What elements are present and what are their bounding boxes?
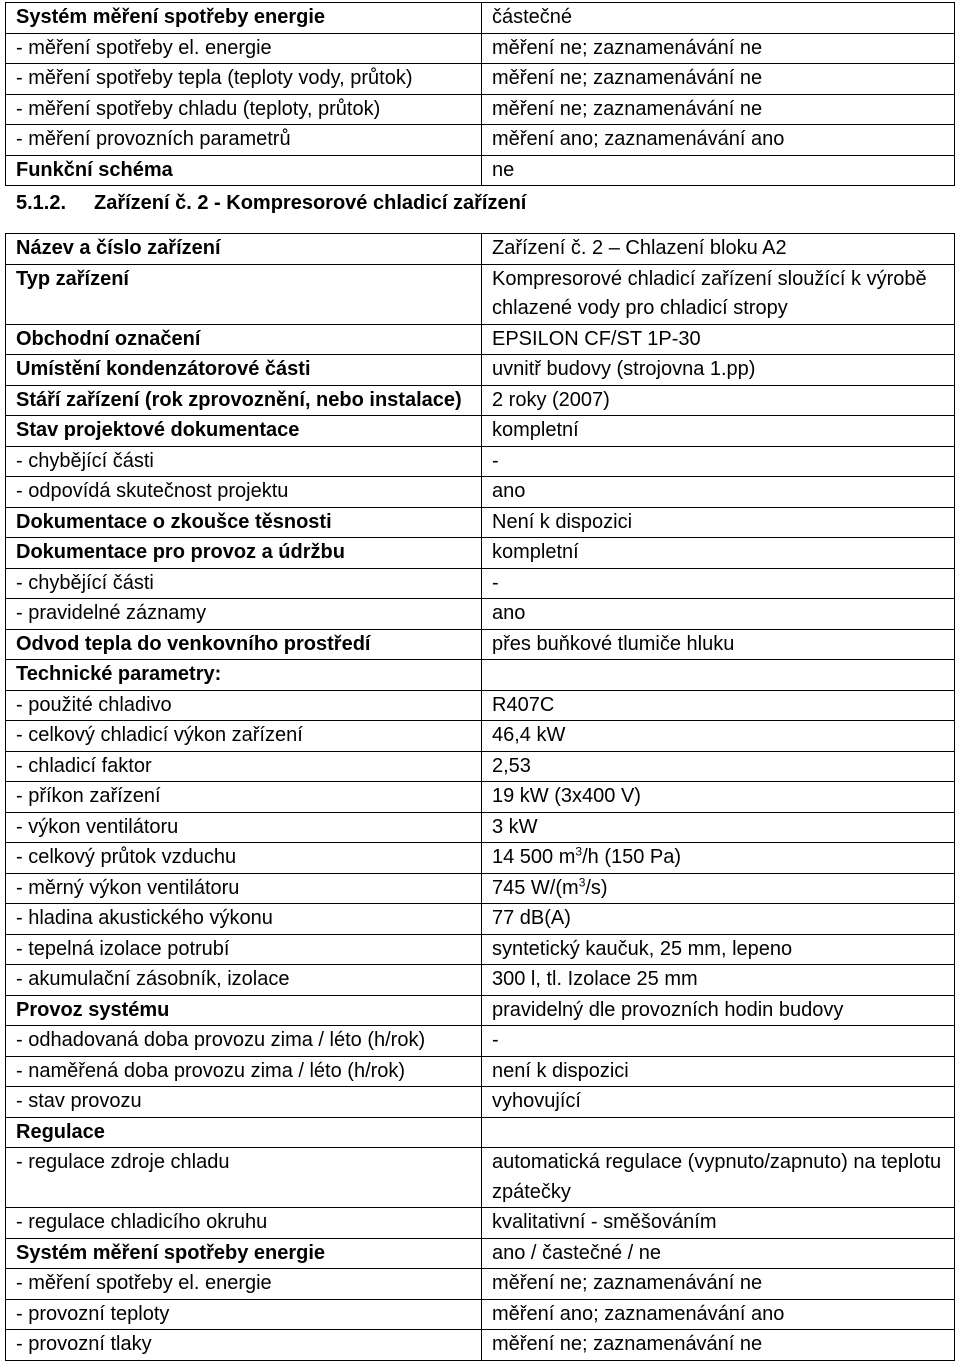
row-value: měření ne; zaznamenávání ne — [482, 1330, 955, 1361]
row-value: měření ano; zaznamenávání ano — [482, 125, 955, 156]
row-label: - provozní tlaky — [6, 1330, 482, 1361]
row-label: - chybějící části — [6, 568, 482, 599]
table-row — [6, 446, 955, 477]
row-label: Obchodní označení — [6, 324, 482, 355]
table-row — [6, 1238, 955, 1269]
row-value: částečné — [482, 3, 955, 34]
table-row — [6, 355, 955, 386]
row-value: 300 l, tl. Izolace 25 mm — [482, 965, 955, 996]
table-row — [6, 721, 955, 752]
table-row — [6, 782, 955, 813]
table-row — [6, 385, 955, 416]
row-label: - celkový průtok vzduchu — [6, 843, 482, 874]
row-value — [482, 660, 955, 691]
row-value: Zařízení č. 2 – Chlazení bloku A2 — [482, 234, 955, 265]
row-value: není k dispozici — [482, 1056, 955, 1087]
row-value — [482, 873, 955, 904]
table-row — [6, 33, 955, 64]
row-value: Není k dispozici — [482, 507, 955, 538]
table-row — [6, 873, 955, 904]
row-value: měření ne; zaznamenávání ne — [482, 1269, 955, 1300]
row-label: - odhadovaná doba provozu zima / léto (h/rok) — [6, 1026, 482, 1057]
row-label: Typ zařízení — [6, 264, 482, 324]
table-row — [6, 1148, 955, 1208]
table-row — [6, 751, 955, 782]
table-row — [6, 965, 955, 996]
row-value: ne — [482, 155, 955, 186]
row-label: Odvod tepla do venkovního prostředí — [6, 629, 482, 660]
row-value: ano — [482, 599, 955, 630]
row-value: ano / častečné / ne — [482, 1238, 955, 1269]
value-text: 745 W/(m — [492, 876, 579, 899]
row-value: 2 roky (2007) — [482, 385, 955, 416]
row-value: pravidelný dle provozních hodin budovy — [482, 995, 955, 1026]
table-row — [6, 843, 955, 874]
row-value: - — [482, 1026, 955, 1057]
device-parameters-table-body — [6, 234, 955, 1361]
row-label: - celkový chladicí výkon zařízení — [6, 721, 482, 752]
energy-metering-table-body — [6, 3, 955, 186]
section-title: Zařízení č. 2 - Kompresorové chladicí zařízení — [94, 192, 527, 214]
row-label: - chybějící části — [6, 446, 482, 477]
table-row — [6, 629, 955, 660]
row-value: EPSILON CF/ST 1P-30 — [482, 324, 955, 355]
row-value: 77 dB(A) — [482, 904, 955, 935]
row-value: syntetický kaučuk, 25 mm, lepeno — [482, 934, 955, 965]
table-row — [6, 995, 955, 1026]
section-number: 5.1.2. — [16, 192, 67, 214]
row-label: - měrný výkon ventilátoru — [6, 873, 482, 904]
row-value: 3 kW — [482, 812, 955, 843]
row-label: Regulace — [6, 1117, 482, 1148]
section-heading — [16, 192, 526, 215]
table-row — [6, 934, 955, 965]
table-row — [6, 507, 955, 538]
row-label: Provoz systému — [6, 995, 482, 1026]
row-label: - měření spotřeby tepla (teploty vody, průtok) — [6, 64, 482, 95]
row-label: Technické parametry: — [6, 660, 482, 691]
row-value: 19 kW (3x400 V) — [482, 782, 955, 813]
row-value: kompletní — [482, 416, 955, 447]
table-row — [6, 904, 955, 935]
row-label: Název a číslo zařízení — [6, 234, 482, 265]
table-row — [6, 234, 955, 265]
row-label: Systém měření spotřeby energie — [6, 1238, 482, 1269]
row-value: vyhovující — [482, 1087, 955, 1118]
row-value — [482, 1117, 955, 1148]
row-value: kvalitativní - směšováním — [482, 1208, 955, 1239]
row-label: - regulace chladicího okruhu — [6, 1208, 482, 1239]
energy-metering-table — [5, 2, 955, 186]
row-label: - hladina akustického výkonu — [6, 904, 482, 935]
table-row — [6, 64, 955, 95]
table-row — [6, 568, 955, 599]
row-label: - regulace zdroje chladu — [6, 1148, 482, 1208]
table-row — [6, 1087, 955, 1118]
row-value: přes buňkové tlumiče hluku — [482, 629, 955, 660]
row-value: měření ano; zaznamenávání ano — [482, 1299, 955, 1330]
row-value — [482, 843, 955, 874]
table-row — [6, 155, 955, 186]
row-label: Dokumentace o zkoušce těsnosti — [6, 507, 482, 538]
row-label: - akumulační zásobník, izolace — [6, 965, 482, 996]
table-row — [6, 94, 955, 125]
row-label: - stav provozu — [6, 1087, 482, 1118]
table-row — [6, 324, 955, 355]
row-label: Systém měření spotřeby energie — [6, 3, 482, 34]
row-label: Stav projektové dokumentace — [6, 416, 482, 447]
value-superscript: 3 — [575, 844, 583, 859]
table-row — [6, 1330, 955, 1361]
table-row — [6, 538, 955, 569]
row-label: - měření spotřeby el. energie — [6, 1269, 482, 1300]
row-label: - tepelná izolace potrubí — [6, 934, 482, 965]
row-value: měření ne; zaznamenávání ne — [482, 64, 955, 95]
row-value: R407C — [482, 690, 955, 721]
row-label: - naměřená doba provozu zima / léto (h/rok) — [6, 1056, 482, 1087]
value-text: 14 500 m — [492, 846, 576, 868]
row-value: 46,4 kW — [482, 721, 955, 752]
row-label: - měření spotřeby el. energie — [6, 33, 482, 64]
row-value: kompletní — [482, 538, 955, 569]
value-superscript: 3 — [578, 874, 586, 889]
table-row — [6, 812, 955, 843]
row-value: měření ne; zaznamenávání ne — [482, 94, 955, 125]
table-row — [6, 3, 955, 34]
row-value: - — [482, 568, 955, 599]
row-value: uvnitř budovy (strojovna 1.pp) — [482, 355, 955, 386]
table-row — [6, 690, 955, 721]
row-label: Umístění kondenzátorové části — [6, 355, 482, 386]
row-label: Dokumentace pro provoz a údržbu — [6, 538, 482, 569]
table-row — [6, 660, 955, 691]
table-row — [6, 1208, 955, 1239]
row-label: - chladicí faktor — [6, 751, 482, 782]
row-value: - — [482, 446, 955, 477]
row-value: měření ne; zaznamenávání ne — [482, 33, 955, 64]
table-row — [6, 1269, 955, 1300]
row-label: - měření spotřeby chladu (teploty, průtok) — [6, 94, 482, 125]
table-row — [6, 264, 955, 324]
row-label: - příkon zařízení — [6, 782, 482, 813]
table-row — [6, 1117, 955, 1148]
row-label: Stáří zařízení (rok zprovoznění, nebo instalace) — [6, 385, 482, 416]
row-label: - provozní teploty — [6, 1299, 482, 1330]
table-row — [6, 416, 955, 447]
table-row — [6, 599, 955, 630]
row-label: - výkon ventilátoru — [6, 812, 482, 843]
row-value: ano — [482, 477, 955, 508]
table-row — [6, 477, 955, 508]
row-label: - měření provozních parametrů — [6, 125, 482, 156]
row-label: - pravidelné záznamy — [6, 599, 482, 630]
row-label: Funkční schéma — [6, 155, 482, 186]
row-value: 2,53 — [482, 751, 955, 782]
device-parameters-table — [5, 233, 955, 1361]
value-text-tail: /s) — [585, 876, 608, 899]
table-row — [6, 1056, 955, 1087]
row-value: automatická regulace (vypnuto/zapnuto) na teplotu zpátečky — [482, 1148, 955, 1208]
value-text-tail: /h (150 Pa) — [582, 846, 682, 868]
table-row — [6, 125, 955, 156]
table-row — [6, 1026, 955, 1057]
row-value: Kompresorové chladicí zařízení sloužící k výrobě chlazené vody pro chladicí stropy — [482, 264, 955, 324]
row-label: - použité chladivo — [6, 690, 482, 721]
row-label: - odpovídá skutečnost projektu — [6, 477, 482, 508]
